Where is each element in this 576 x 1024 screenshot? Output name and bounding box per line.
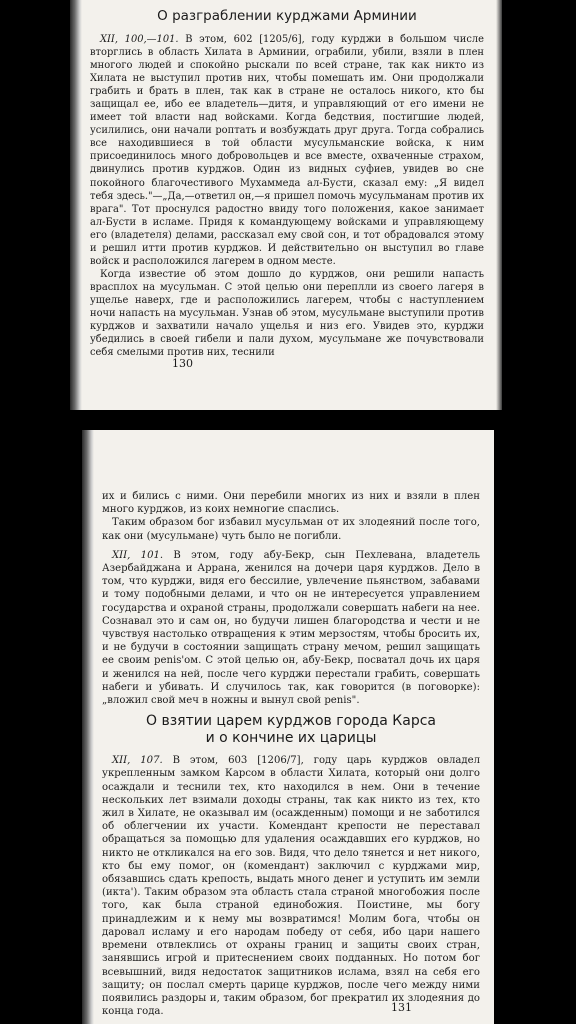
- source-reference: XII, 101.: [112, 549, 164, 561]
- page-number: 131: [391, 1001, 412, 1014]
- page-shadow-right: [496, 0, 502, 410]
- page-shadow-left: [82, 430, 94, 1024]
- source-reference: XII, 100,—101.: [100, 34, 179, 45]
- paragraph-text: В этом, году абу-Бекр, сын Пехлевана, владетель Азербайджана и Аррана, женился на дочери царя курджов. Дело в том, что курджи, видя его бессилие, увлечение пьянством, забавами и тому подобными делами, и что он не интересуется управлением государства и охраной страны, продолжали совершать набеги на нее. Сознавал это и сам он, но будучи лишен благородства и чести и не чувствуя настолько отвращения к этим мерзостям, чтобы бросить их, и не будучи в состоянии защищать страну мечом, решил защищать ее своим penis'ом. С этой целью он, абу-Бекр, посватал дочь их царя и женился на ней, после чего курджи перестали грабить, совершать набеги и убивать. И случилось так, как говорится (в поговорке): „вложил свой меч в ножны и вынул свой penis".: [102, 549, 480, 707]
- paragraph-text: В этом, 602 [1205/6], году курджи в большом числе вторглись в область Хилата в Арминии, ограбили, убили, взяли в плен многого людей и спокойно рыскали по всей стране, так как никто из Хилата не выступил против них, чтобы помешать им. Они продолжали грабить и брать в плен, так как в стране не осталось никого, кто бы защищал ее, ибо ее владетель—дитя, и управляющий от его имени не имеет той власти над войсками. Когда бедствия, постигшие людей, усилились, они начали роптать и возбуждать друг друга. Тогда собрались все находившиеся в той области мусульманские войска, к ним присоединилось много добровольцев и все вместе, охваченные страхом, двинулись против курджов. Один из видных суфиев, увидев во сне покойного благочестивого Мухаммеда ал-Бусти, сказал ему: „Я видел тебя здесь."—„Да,—ответил он,—я пришел помочь мусульманам против их врага". Тот проснулся радостно ввиду того положения, какое занимает ал-Бусти в исламе. Придя к командующему войсками и управляющему его (владетеля) делами, рассказал ему свой сон, и тот обрадовался этому и решил итти против курджов. И действительно он выступил во главе войск и расположился лагерем в одном месте.: [90, 34, 484, 267]
- paragraph-text: В этом, 603 [1206/7], году царь курджов овладел укрепленным замком Карсом в области Хилата, который они долго осаждали и теснили тех, кто находился в нем. Они в течение нескольких лет взимали доходы страны, так как никто из тех, кто жил в Хилате, не оказывал им (осажденным) помощи и не заботился об облегчении их участи. Комендант крепости не переставал обращаться за помощью для удаления осаждавших его курджов, но никто не откликался на его зов. Видя, что дело тянется и нет никого, кто бы ему помог, он (комендант) заключил с курджами мир, обязавшись сдать крепость, выдать много денег и уступить им земли (икта'). Таким образом эта область стала страной многобожия после того, как была страной единобожия. Поистине, мы богу принадлежим и к нему мы возвратимся! Молим бога, чтобы он даровал исламу и его народам победу от себя, ибо цари нашего времени отвлеклись от охраны границ и защиты своих стран, занявшись игрой и притеснением своих подданных. Но потом бог всевышний, видя недостаток защитников ислама, взял на себя его защиту; он послал смерть царице курджов, после чего между ними появились раздоры и, таким образом, бог прекратил их злодеяния до конца года.: [102, 755, 480, 1018]
- chapter-heading: О разграблении курджами Арминии: [157, 8, 417, 24]
- paragraph: [102, 549, 480, 707]
- chapter-heading: [102, 713, 480, 747]
- page-shadow-left: [70, 0, 82, 410]
- heading-line: и о кончине их царицы: [205, 730, 377, 747]
- heading-line: О взятии царем курджов города Карса: [146, 713, 436, 730]
- paragraph: Когда известие об этом дошло до курджов, они решили напасть врасплох на мусульман. С этой целью они переплли из своего лагеря в ущелье наверх, где и расположились лагерем, чтобы с наступлением ночи напасть на мусульман. Узнав об этом, мусульмане выступили против курджов и захватили начало ущелья и низ его. Увидев это, курджи убедились в своей гибели и пали духом, мусульмане же почувствовали себя смелыми против них, теснили: [90, 268, 484, 359]
- page-number: 130: [172, 357, 193, 370]
- book-page-130: [70, 0, 502, 410]
- paragraph: Таким образом бог избавил мусульман от их злодеяний после того, как они (мусульмане) чуть было не погибли.: [102, 517, 480, 542]
- paragraph: [102, 754, 480, 1018]
- paragraph: их и бились с ними. Они перебили многих из них и взяли в плен много курджов, из коих немногие спаслись.: [102, 491, 480, 516]
- book-page-131: [82, 430, 494, 1024]
- source-reference: XII, 107.: [112, 755, 163, 767]
- paragraph: [90, 33, 484, 268]
